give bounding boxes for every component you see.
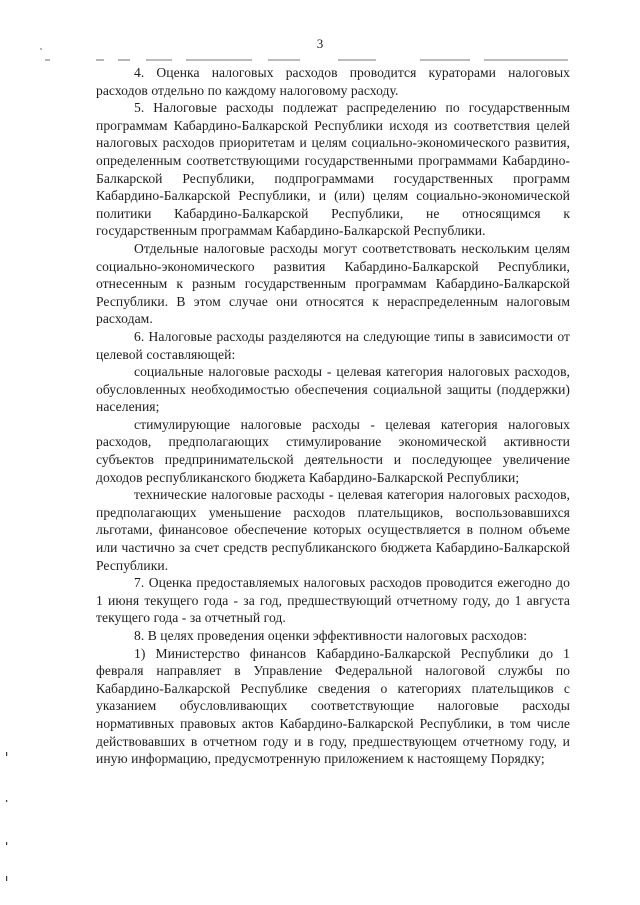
- paragraph-5: 5. Налоговые расходы подлежат распределению по государственным программам Кабардино-Балкарской Республики исходя из соответствия целей налоговых расходов приоритетам и целям социально-экономического развития, определенным соответствующими государственными программами Кабардино-Балкарской Республики, подпрограммами государственных программ Кабардино-Балкарской Республики, и (или) целям социально-экономической политики Кабардино-Балкарской Республики, не относящимся к государственным программам Кабардино-Балкарской Республики.: [96, 100, 570, 239]
- stimulating-tax-expenses: стимулирующие налоговые расходы - целевая категория налоговых расходов, предполагающих стимулирование экономической активности субъектов предпринимательской деятельности и последующее увеличение доходов республиканского бюджета Кабардино-Балкарской Республики;: [96, 416, 570, 485]
- social-tax-expenses: социальные налоговые расходы - целевая категория налоговых расходов, обусловленных необходимостью обеспечения социальной защиты (поддержки) населения;: [96, 364, 570, 415]
- paragraph-4: 4. Оценка налоговых расходов проводится кураторами налоговых расходов отдельно по каждому налоговому расходу.: [96, 65, 570, 98]
- paragraph-6: 6. Налоговые расходы разделяются на следующие типы в зависимости от целевой составляющей:: [96, 328, 570, 362]
- paragraph-8: 8. В целях проведения оценки эффективности налоговых расходов:: [134, 628, 528, 643]
- document-body: [96, 64, 570, 768]
- paragraph-7: 7. Оценка предоставляемых налоговых расходов проводится ежегодно до 1 июня текущего года - за год, предшествующий отчетному году, до 1 августа текущего года - за отчетный год.: [96, 575, 570, 626]
- technical-tax-expenses: технические налоговые расходы - целевая категория налоговых расходов, предполагающих уменьшение расходов плательщиков, воспользовавшихся льготами, финансовое обеспечение которых осуществляется в полном объеме или частично за счет средств республиканского бюджета Кабардино-Балкарской Республики.: [96, 487, 570, 573]
- left-edge-scan-marks: [6, 752, 7, 881]
- page-number: 3: [316, 36, 324, 51]
- paragraph-5-continued: Отдельные налоговые расходы могут соответствовать нескольким целям социально-экономического развития Кабардино-Балкарской Республики, отнесенным к разным государственным программам Кабардино-Балкарской Республики. В этом случае они относятся к нераспределенным налоговым расходам.: [96, 240, 570, 327]
- paragraph-8-item-1: 1) Министерство финансов Кабардино-Балкарской Республики до 1 февраля направляет в Управление Федеральной налоговой службы по Кабардино-Балкарской Республике сведения о категориях плательщиков с указанием обусловливающих соответствующие налоговые расходы нормативных правовых актов Кабардино-Балкарской Республики, в том числе действовавших в отчетном году и в году, предшествующем отчетному году, и иную информацию, предусмотренную приложением к настоящему Порядку;: [96, 645, 570, 767]
